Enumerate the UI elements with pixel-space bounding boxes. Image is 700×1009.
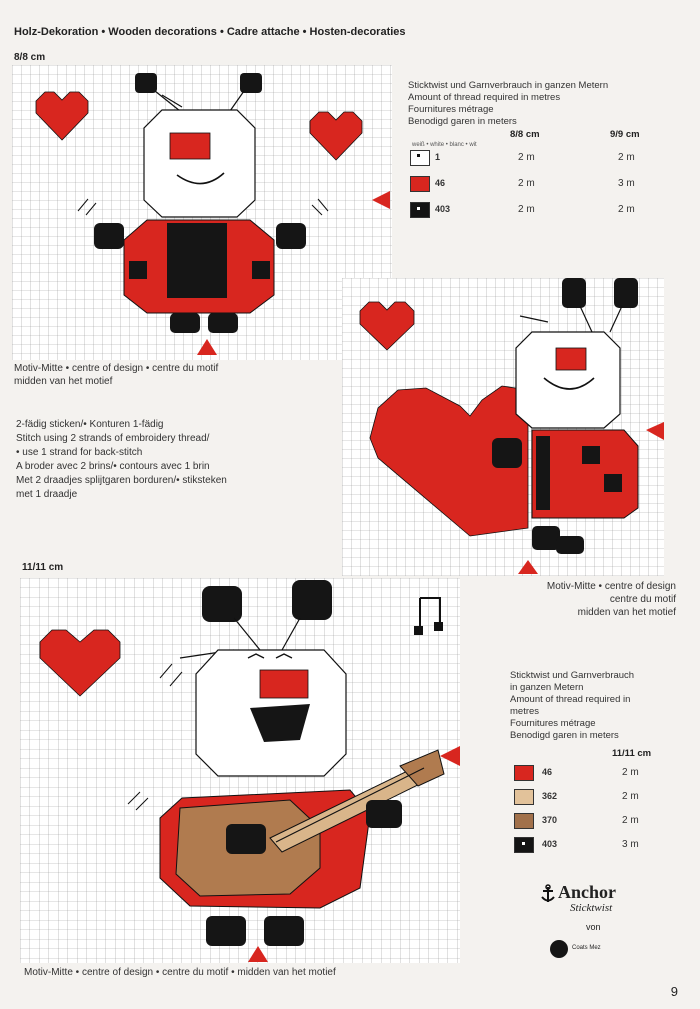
instruction-line: met 1 draadje bbox=[16, 489, 78, 500]
page-number: 9 bbox=[670, 984, 678, 999]
thread-info-2-line: Amount of thread required in bbox=[510, 694, 631, 705]
swatch-red-icon bbox=[410, 176, 430, 192]
thread-info-1-line: Amount of thread required in metres bbox=[408, 92, 561, 103]
coats-logo-icon bbox=[550, 940, 568, 958]
instruction-line: Met 2 draadjes splijtgaren borduren/• stiksteken bbox=[16, 475, 227, 486]
caption-line: centre du motif bbox=[609, 594, 676, 605]
caption-centre-c: Motiv-Mitte • centre of design • centre du motif • midden van het motief bbox=[24, 967, 336, 978]
instruction-line: Stitch using 2 strands of embroidery thread/ bbox=[16, 433, 210, 444]
thread-info-2-line: metres bbox=[510, 706, 540, 717]
size-label-8cm: 8/8 cm bbox=[14, 52, 46, 63]
symbol-dot-icon bbox=[417, 207, 420, 210]
brand-name: Anchor bbox=[558, 882, 616, 902]
brand-sub: Sticktwist bbox=[570, 902, 613, 914]
thread-info-1-line: Sticktwist und Garnverbrauch in ganzen Metern bbox=[408, 80, 609, 91]
thread-value-b: 2 m bbox=[618, 152, 635, 163]
thread-value-a: 2 m bbox=[518, 178, 535, 189]
thread-value-b: 3 m bbox=[618, 178, 635, 189]
swatch-black-icon bbox=[410, 202, 430, 218]
swatch-black-icon bbox=[514, 837, 534, 853]
instruction-line: • use 1 strand for back-stitch bbox=[16, 447, 143, 458]
thread-info-2-line: Benodigd garen in meters bbox=[510, 730, 619, 741]
brand-von: von bbox=[586, 922, 601, 932]
thread-value: 2 m bbox=[622, 815, 639, 826]
chart-ladybug-9cm bbox=[342, 278, 664, 576]
brand-maker: Coats Mez bbox=[572, 945, 601, 951]
caption-centre-b bbox=[486, 580, 676, 619]
size-label-11cm: 11/11 cm bbox=[22, 562, 64, 573]
swatch-red-icon bbox=[514, 765, 534, 781]
caption-line: midden van het motief bbox=[577, 607, 676, 618]
thread-code: 370 bbox=[542, 815, 558, 825]
thread-row bbox=[410, 176, 680, 192]
thread-value: 2 m bbox=[622, 767, 639, 778]
thread-value-a: 2 m bbox=[518, 152, 535, 163]
thread-code: 46 bbox=[542, 767, 553, 777]
thread-value-a: 2 m bbox=[518, 204, 535, 215]
swatch-beige-icon bbox=[514, 789, 534, 805]
thread-code: 403 bbox=[542, 839, 558, 849]
thread-value: 2 m bbox=[622, 791, 639, 802]
thread-info-2-line: Fournitures métrage bbox=[510, 718, 596, 729]
chart-ladybug-8cm bbox=[12, 65, 392, 360]
thread-code: 46 bbox=[435, 178, 446, 188]
swatch-brown-icon bbox=[514, 813, 534, 829]
caption-line: Motiv-Mitte • centre of design bbox=[546, 581, 676, 592]
symbol-dot-icon bbox=[417, 154, 420, 157]
stitch-instructions bbox=[16, 418, 336, 502]
page-header: Holz-Dekoration • Wooden decorations • Cadre attache • Hosten-decoraties bbox=[14, 26, 406, 38]
symbol-dot-icon bbox=[522, 842, 525, 845]
thread-row bbox=[514, 837, 674, 853]
anchor-icon bbox=[540, 884, 556, 904]
thread-code: 362 bbox=[542, 791, 558, 801]
thread-row bbox=[410, 202, 680, 218]
thread-info-1-tiny: weiß • white • blanc • wit bbox=[412, 142, 477, 148]
thread-info-1-col-a: 8/8 cm bbox=[510, 129, 540, 140]
thread-code: 1 bbox=[435, 152, 441, 162]
thread-info-2-line: in ganzen Metern bbox=[510, 682, 584, 693]
caption-centre-a: Motiv-Mitte • centre of design • centre du motif midden van het motief bbox=[14, 363, 219, 387]
thread-value-b: 2 m bbox=[618, 204, 635, 215]
thread-info-2 bbox=[510, 670, 680, 742]
chart-ladybug-11cm bbox=[20, 578, 460, 963]
swatch-white-icon bbox=[410, 150, 430, 166]
thread-info-1-line: Fournitures métrage bbox=[408, 104, 494, 115]
instruction-line: A broder avec 2 brins/• contours avec 1 brin bbox=[16, 461, 210, 472]
thread-table-1 bbox=[410, 150, 680, 220]
thread-code: 403 bbox=[435, 204, 451, 214]
thread-row bbox=[410, 150, 680, 166]
thread-row bbox=[514, 765, 674, 781]
thread-table-2 bbox=[514, 765, 674, 865]
thread-info-1 bbox=[408, 80, 678, 128]
thread-info-2-col: 11/11 cm bbox=[612, 748, 652, 759]
thread-row bbox=[514, 789, 674, 805]
instruction-line: 2-fädig sticken/• Konturen 1-fädig bbox=[16, 419, 164, 430]
thread-value: 3 m bbox=[622, 839, 639, 850]
thread-info-1-line: Benodigd garen in meters bbox=[408, 116, 517, 127]
thread-info-1-col-b: 9/9 cm bbox=[610, 129, 640, 140]
thread-row bbox=[514, 813, 674, 829]
thread-info-2-line: Sticktwist und Garnverbrauch bbox=[510, 670, 635, 681]
